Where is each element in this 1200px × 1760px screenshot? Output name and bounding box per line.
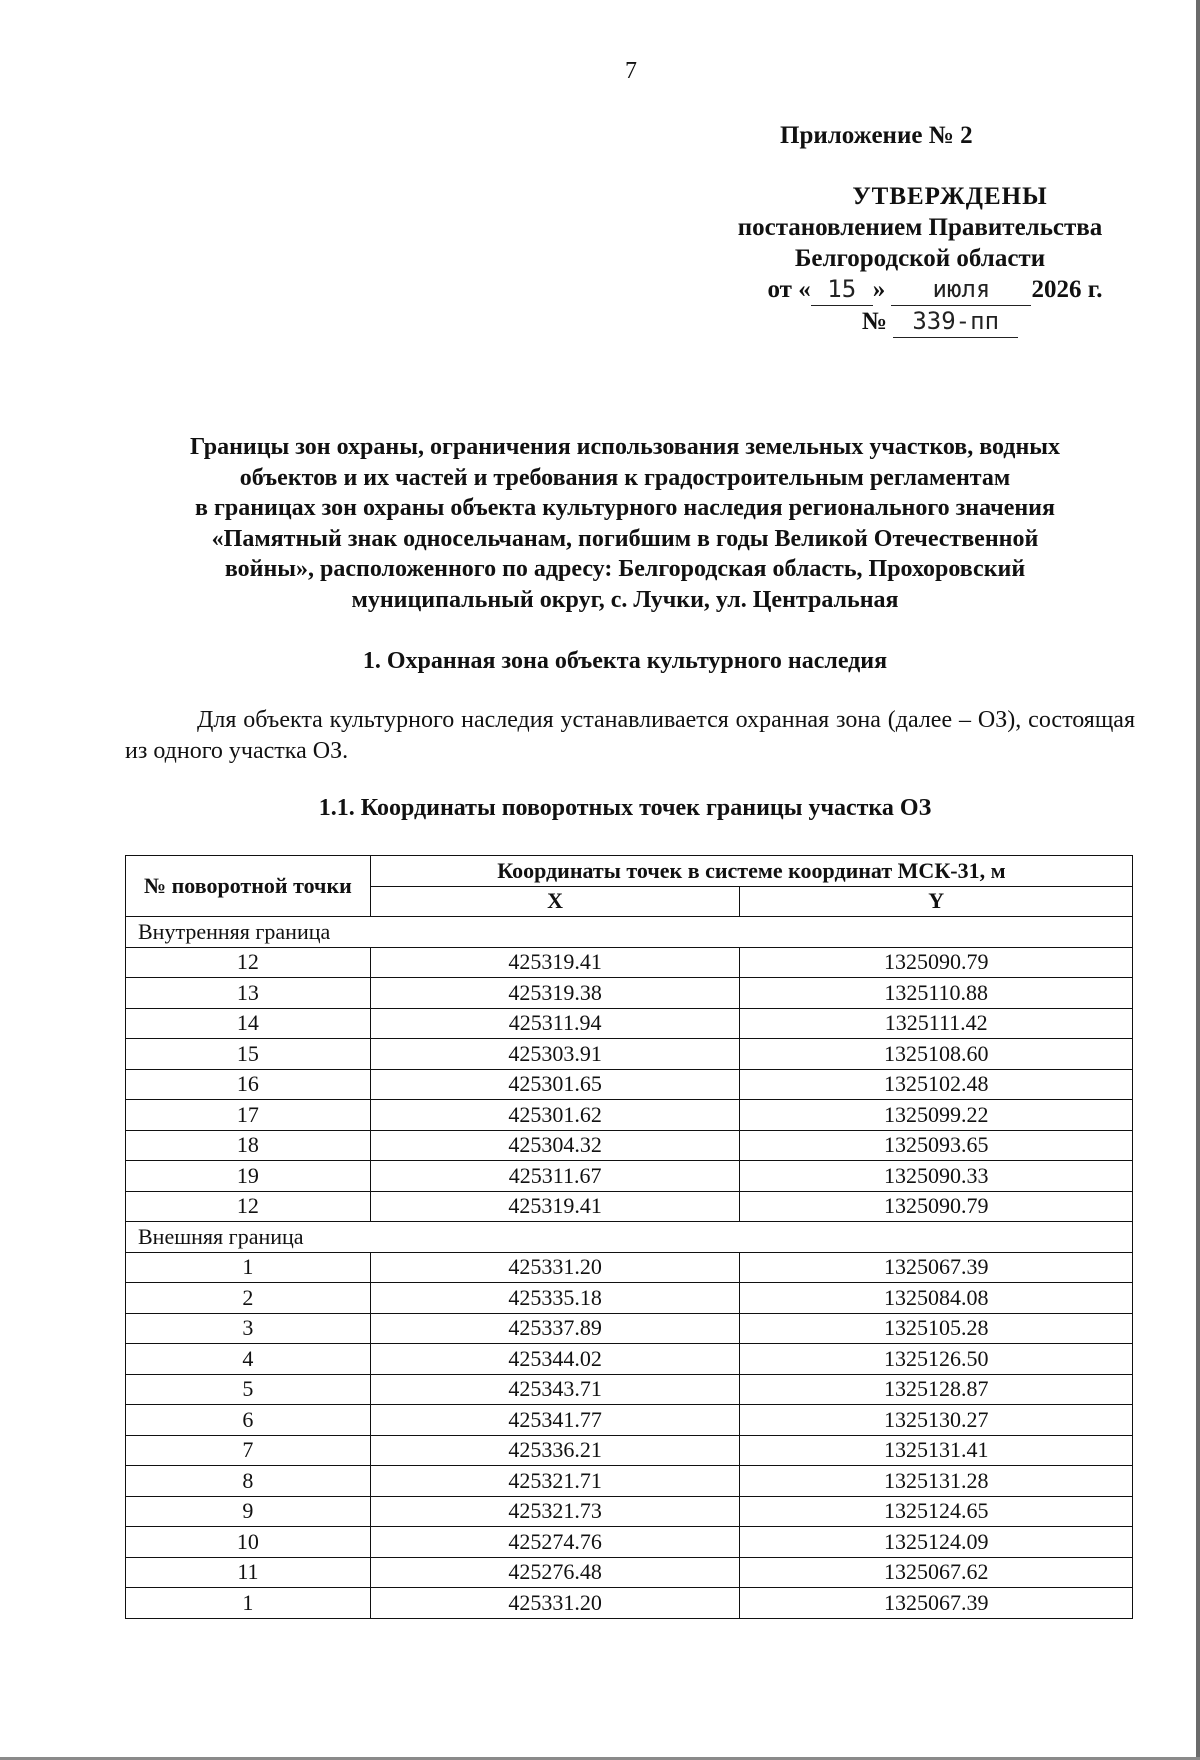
table-row [126,1130,1133,1161]
table-row [126,1344,1133,1375]
x-cell: 425336.21 [370,1435,740,1466]
point-cell: 13 [126,978,371,1009]
group-row [126,917,1133,948]
x-cell: 425344.02 [370,1344,740,1375]
point-cell: 18 [126,1130,371,1161]
point-cell: 12 [126,947,371,978]
approval-line-1: постановлением Правительства [737,214,1103,241]
point-cell: 15 [126,1039,371,1070]
point-cell: 12 [126,1191,371,1222]
approved-label: УТВЕРЖДЕНЫ [852,183,1048,210]
y-cell: 1325090.33 [740,1161,1133,1192]
section-heading: 1. Охранная зона объекта культурного наследия [362,648,888,674]
title-line: объектов и их частей и требования к градостроительным регламентам [239,464,1011,491]
date-year: 2026 г. [1031,276,1103,303]
point-cell: 2 [126,1283,371,1314]
y-cell: 1325067.39 [740,1588,1133,1619]
header-x: X [370,886,740,917]
x-cell: 425311.67 [370,1161,740,1192]
x-cell: 425304.32 [370,1130,740,1161]
approval-line-2: Белгородской области [794,245,1046,272]
paragraph-text: Для объекта культурного наследия устанавливается охранная зона (далее – ОЗ), состоящая из одного участка ОЗ. [125,707,1135,764]
number-prefix: № [861,308,887,335]
date-mid: » [872,276,886,303]
table-row [126,1100,1133,1131]
section-paragraph [125,705,1135,767]
x-cell: 425301.65 [370,1069,740,1100]
point-cell: 4 [126,1344,371,1375]
table-row [126,978,1133,1009]
y-cell: 1325105.28 [740,1313,1133,1344]
y-cell: 1325126.50 [740,1344,1133,1375]
approval-number [740,306,1140,338]
number-value: 339-пп [893,306,1018,338]
table-row [126,1527,1133,1558]
y-cell: 1325128.87 [740,1374,1133,1405]
point-cell: 19 [126,1161,371,1192]
y-cell: 1325090.79 [740,947,1133,978]
table-row [126,1374,1133,1405]
point-cell: 16 [126,1069,371,1100]
y-cell: 1325131.41 [740,1435,1133,1466]
x-cell: 425303.91 [370,1039,740,1070]
date-month: июля [891,274,1031,306]
x-cell: 425337.89 [370,1313,740,1344]
table-row [126,1466,1133,1497]
point-cell: 14 [126,1008,371,1039]
y-cell: 1325093.65 [740,1130,1133,1161]
group-label: Внутренняя граница [126,917,1133,948]
x-cell: 425301.62 [370,1100,740,1131]
title-line: Границы зон охраны, ограничения использования земельных участков, водных [189,434,1061,460]
date-day: 15 [811,274,873,306]
y-cell: 1325067.39 [740,1252,1133,1283]
date-prefix: от « [767,276,811,303]
x-cell: 425311.94 [370,1008,740,1039]
y-cell: 1325102.48 [740,1069,1133,1100]
table-row [126,1313,1133,1344]
x-cell: 425343.71 [370,1374,740,1405]
x-cell: 425331.20 [370,1252,740,1283]
x-cell: 425276.48 [370,1557,740,1588]
annex-label: Приложение № 2 [780,122,973,149]
x-cell: 425319.41 [370,947,740,978]
header-point-number: № поворотной точки [126,856,371,917]
point-cell: 7 [126,1435,371,1466]
x-cell: 425274.76 [370,1527,740,1558]
point-cell: 3 [126,1313,371,1344]
table-row [126,1557,1133,1588]
y-cell: 1325130.27 [740,1405,1133,1436]
x-cell: 425321.73 [370,1496,740,1527]
subsection-heading: 1.1. Координаты поворотных точек границы участка ОЗ [318,795,932,821]
table-row [126,1039,1133,1070]
point-cell: 10 [126,1527,371,1558]
approval-date [730,274,1140,306]
point-cell: 1 [126,1588,371,1619]
x-cell: 425319.41 [370,1191,740,1222]
y-cell: 1325084.08 [740,1283,1133,1314]
title-line: «Памятный знак односельчанам, погибшим в годы Великой Отечественной [211,525,1039,552]
point-cell: 5 [126,1374,371,1405]
table-row [126,1405,1133,1436]
table-row [126,1069,1133,1100]
table-row [126,1161,1133,1192]
group-row [126,1222,1133,1253]
y-cell: 1325090.79 [740,1191,1133,1222]
point-cell: 8 [126,1466,371,1497]
title-line: муниципальный округ, с. Лучки, ул. Центральная [351,586,899,613]
x-cell: 425331.20 [370,1588,740,1619]
scan-edge-right [1196,0,1200,1760]
table-row [126,1191,1133,1222]
y-cell: 1325131.28 [740,1466,1133,1497]
point-cell: 1 [126,1252,371,1283]
header-coordinates: Координаты точек в системе координат МСК-31, м [370,856,1132,887]
document-title [120,432,1130,615]
point-cell: 6 [126,1405,371,1436]
table-row [126,1435,1133,1466]
approval-block [700,120,1140,338]
y-cell: 1325124.09 [740,1527,1133,1558]
table-row [126,1283,1133,1314]
title-line: войны», расположенного по адресу: Белгородская область, Прохоровский [224,556,1026,582]
y-cell: 1325099.22 [740,1100,1133,1131]
y-cell: 1325110.88 [740,978,1133,1009]
y-cell: 1325108.60 [740,1039,1133,1070]
table-body [126,917,1133,1619]
x-cell: 425319.38 [370,978,740,1009]
group-label: Внешняя граница [126,1222,1133,1253]
x-cell: 425335.18 [370,1283,740,1314]
header-y: Y [740,886,1133,917]
coordinates-table [125,855,1133,1619]
y-cell: 1325111.42 [740,1008,1133,1039]
y-cell: 1325067.62 [740,1557,1133,1588]
table-row [126,1496,1133,1527]
table-row [126,1252,1133,1283]
x-cell: 425341.77 [370,1405,740,1436]
table-row [126,947,1133,978]
title-line: в границах зон охраны объекта культурного наследия регионального значения [194,495,1055,521]
point-cell: 17 [126,1100,371,1131]
point-cell: 9 [126,1496,371,1527]
y-cell: 1325124.65 [740,1496,1133,1527]
table-row [126,1588,1133,1619]
point-cell: 11 [126,1557,371,1588]
x-cell: 425321.71 [370,1466,740,1497]
table-row [126,1008,1133,1039]
page-number: 7 [625,58,637,84]
